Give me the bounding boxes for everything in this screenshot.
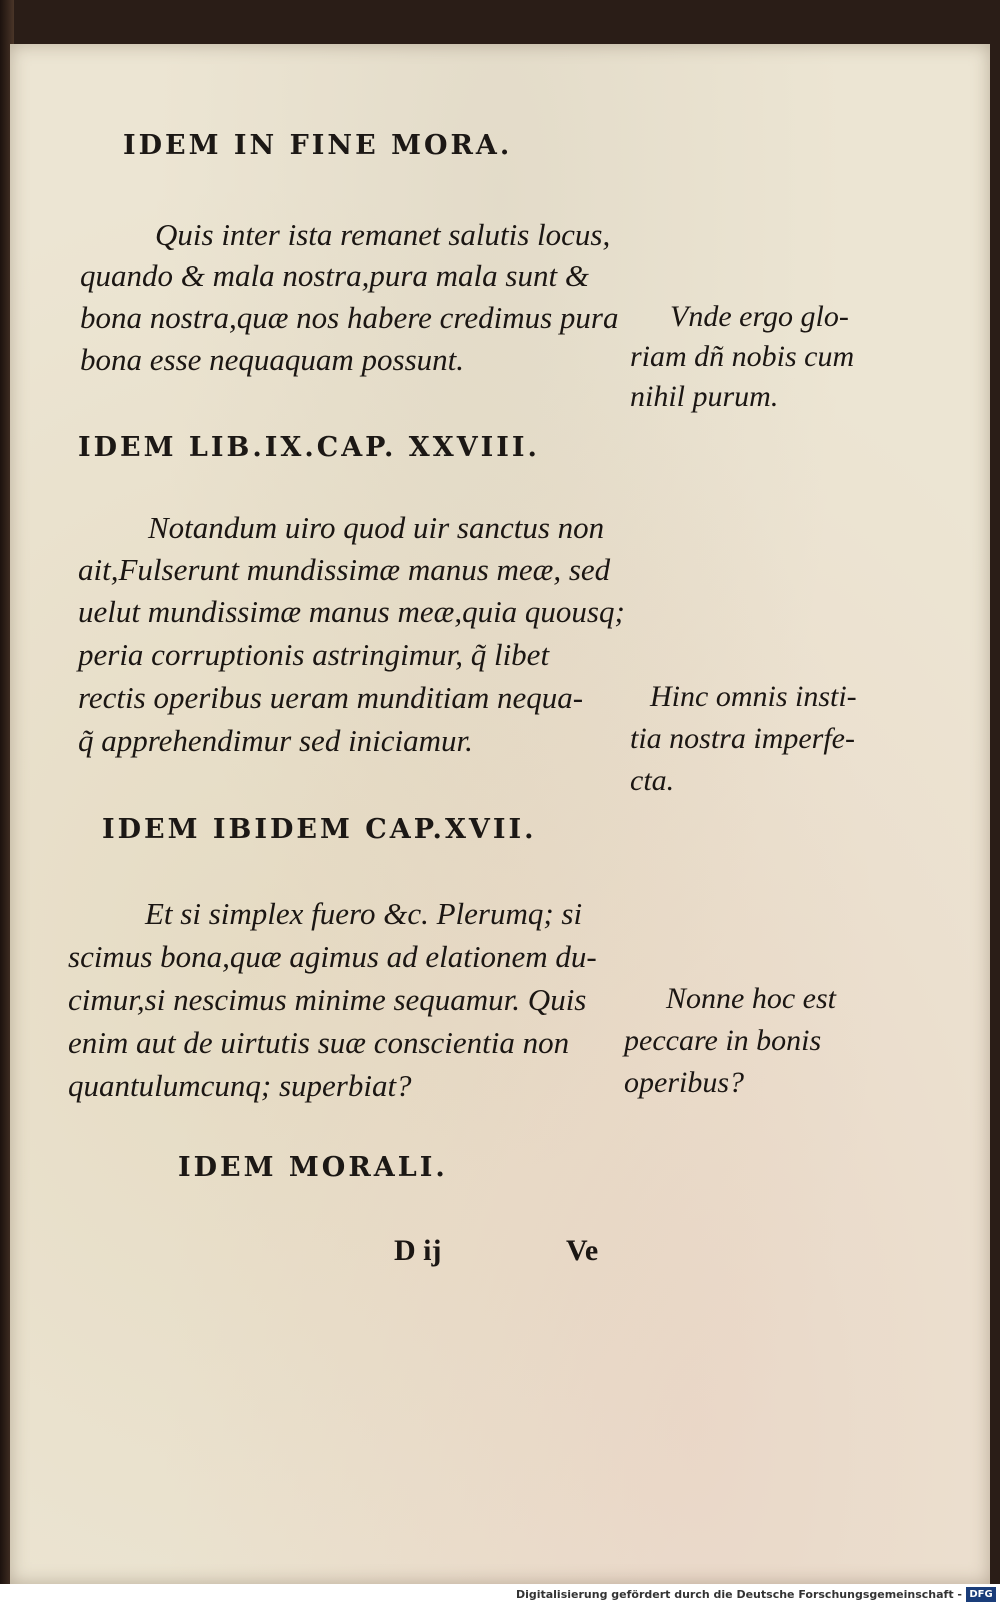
text-line: ait,Fulserunt mundissimæ manus meæ, sed	[78, 552, 611, 587]
text-line: uelut mundissimæ manus meæ,quia quousq;	[78, 594, 625, 629]
heading-ibidem: IDEM IBIDEM CAP.XVII.	[102, 814, 537, 845]
text-line: peria corruptionis astringimur, q̃ libet	[78, 637, 550, 672]
margin-note-line: Hinc omnis insti-	[650, 680, 857, 713]
text-line: q̃ apprehendimur sed iniciamur.	[78, 723, 473, 758]
funding-credit: Digitalisierung gefördert durch die Deutsche Forschungsgemeinschaft -	[515, 1588, 962, 1601]
margin-note-line: peccare in bonis	[624, 1024, 822, 1057]
text-line: bona nostra,quæ nos habere credimus pura	[80, 300, 619, 335]
margin-note-line: operibus?	[624, 1066, 744, 1099]
signature-mark: D ij	[394, 1234, 442, 1267]
text-line: bona esse nequaquam possunt.	[80, 342, 465, 377]
text-line: cimur,si nescimus minime sequamur. Quis	[68, 982, 587, 1017]
heading-lib-ix: IDEM LIB.IX.CAP. XXVIII.	[78, 432, 540, 463]
margin-note-line: cta.	[630, 764, 675, 797]
text-line: Notandum uiro quod uir sanctus non	[148, 510, 605, 545]
text-line: quantulumcunq; superbiat?	[68, 1068, 412, 1103]
footer-bar	[0, 1584, 1000, 1607]
text-line: enim aut de uirtutis suæ conscientia non	[68, 1025, 570, 1060]
dfg-logo: DFG	[966, 1587, 996, 1602]
book-page	[10, 44, 990, 1584]
text-line: Et si simplex fuero &c. Plerumq; si	[145, 896, 583, 931]
text-line: scimus bona,quæ agimus ad elationem du-	[68, 939, 597, 974]
text-line: quando & mala nostra,pura mala sunt &	[80, 258, 589, 293]
text-line: Quis inter ista remanet salutis locus,	[155, 217, 611, 252]
text-line: rectis operibus ueram munditiam nequa-	[78, 680, 584, 715]
margin-note-line: riam dñ nobis cum	[630, 340, 855, 373]
margin-note-line: tia nostra imperfe-	[630, 722, 855, 755]
margin-note-line: Vnde ergo glo-	[670, 300, 849, 333]
catchword: Ve	[566, 1234, 599, 1267]
margin-note-line: Nonne hoc est	[666, 982, 836, 1015]
heading-idem-in-fine: IDEM IN FINE MORA.	[123, 130, 513, 161]
margin-note-line: nihil purum.	[630, 380, 779, 413]
heading-morali: IDEM MORALI.	[178, 1152, 448, 1183]
